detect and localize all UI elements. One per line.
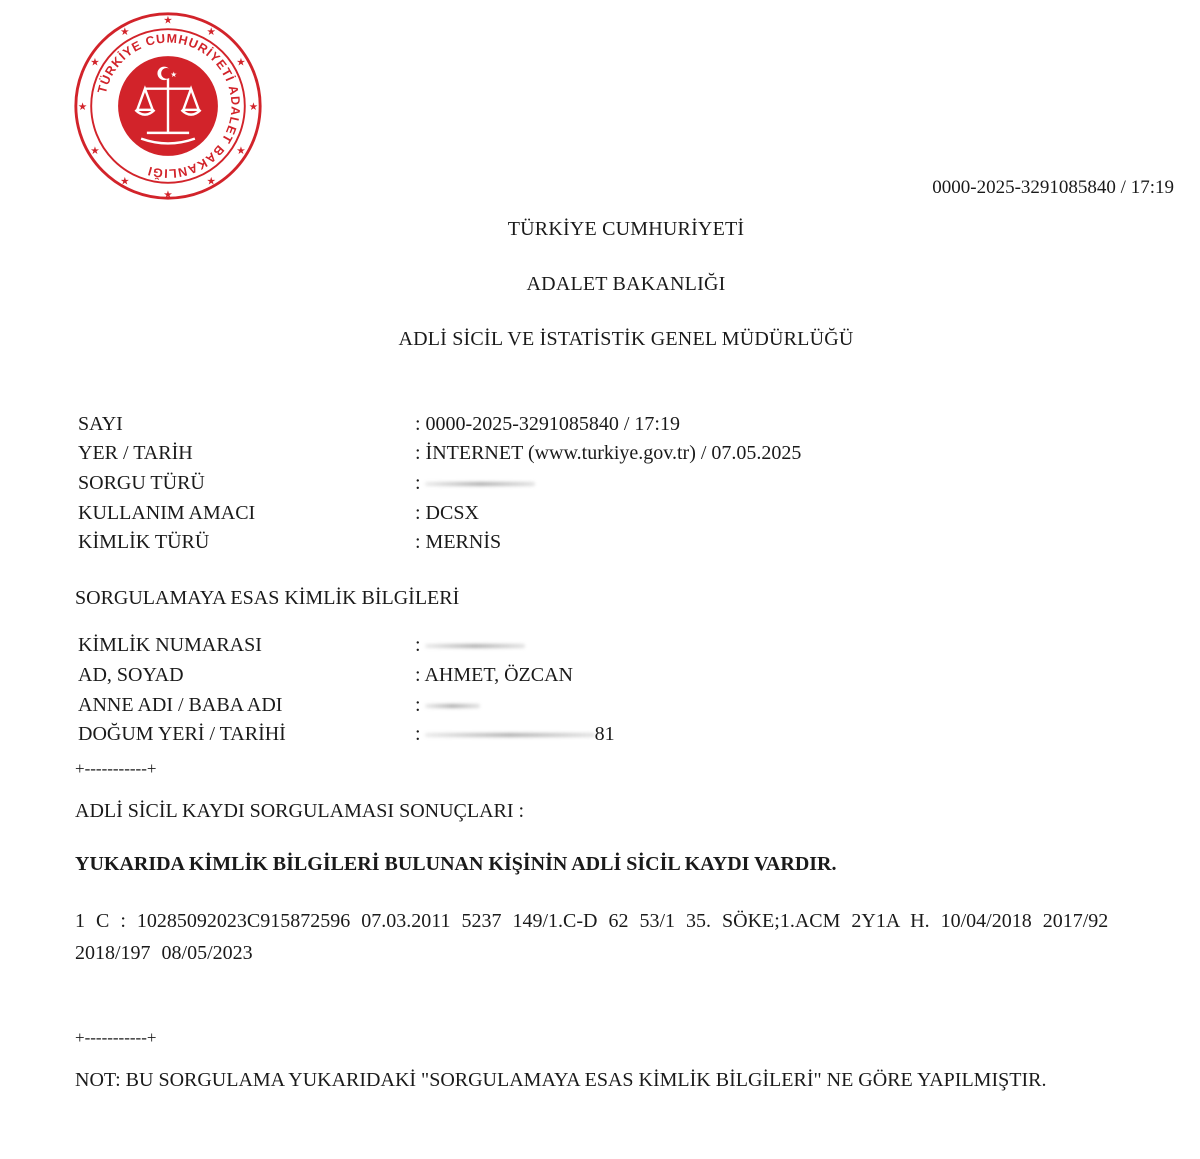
svg-text:★: ★ [248,101,259,113]
result-statement: YUKARIDA KİMLİK BİLGİLERİ BULUNAN KİŞİNİN ADLİ SİCİL KAYDI VARDIR. [75,853,837,875]
footer-note: NOT: BU SORGULAMA YUKARIDAKİ "SORGULAMAYA ESAS KİMLİK BİLGİLERİ" NE GÖRE YAPILMIŞTIR. [75,1069,1047,1091]
svg-text:★: ★ [120,176,130,188]
svg-text:★: ★ [206,176,216,188]
info-value-redacted: : 81 [415,723,615,745]
svg-text:★: ★ [236,57,246,69]
redaction-blur [425,704,480,708]
info-label: YER / TARİH [78,442,193,464]
redaction-blur [425,644,525,648]
info-label: ANNE ADI / BABA ADI [78,694,283,716]
svg-text:★: ★ [77,101,88,113]
info-label: KULLANIM AMACI [78,502,256,524]
info-value: : MERNİS [415,531,502,553]
criminal-record-entry: 1 C : 10285092023C915872596 07.03.2011 5237 149/1.C-D 62 53/1 35. SÖKE;1.ACM 2Y1A H. 10/04/2018 2017/92 2018/197 08/05/2023 [75,910,1109,964]
info-value-redacted: : [415,691,480,719]
separator-top: +-----------+ [75,759,157,778]
svg-text:★: ★ [163,190,173,202]
info-value: : DCSX [415,502,479,524]
redaction-blur [425,482,535,486]
svg-text:★: ★ [236,146,246,158]
header-republic: TÜRKİYE CUMHURİYETİ [507,218,745,240]
info-value: : 0000-2025-3291085840 / 17:19 [415,413,680,435]
results-title: ADLİ SİCİL KAYDI SORGULAMASI SONUÇLARI : [75,800,525,822]
info-label: KİMLİK NUMARASI [78,634,262,656]
header-directorate: ADLİ SİCİL VE İSTATİSTİK GENEL MÜDÜRLÜĞÜ [398,328,854,350]
info-label: AD, SOYAD [78,664,184,686]
separator-bottom: +-----------+ [75,1028,157,1047]
identity-section-title: SORGULAMAYA ESAS KİMLİK BİLGİLERİ [75,587,460,609]
info-value-redacted: : [415,469,535,497]
info-label: SAYI [78,413,123,435]
info-label: KİMLİK TÜRÜ [78,531,210,553]
info-value: : AHMET, ÖZCAN [415,664,573,686]
seal-ring-text: TÜRKİYE CUMHURİYETİ ADALET BAKANLIĞI [94,31,243,181]
svg-text:★: ★ [120,26,130,38]
info-label: SORGU TÜRÜ [78,472,205,494]
info-label: DOĞUM YERİ / TARİHİ [78,723,286,745]
svg-text:★: ★ [90,57,100,69]
ministry-seal-logo [72,10,264,202]
info-value: : İNTERNET (www.turkiye.gov.tr) / 07.05.2025 [415,442,802,464]
svg-text:★: ★ [90,146,100,158]
svg-text:★: ★ [206,26,216,38]
header-ministry: ADALET BAKANLIĞI [526,273,726,295]
redaction-blur [425,733,595,737]
svg-text:★: ★ [170,70,178,80]
document-reference-number: 0000-2025-3291085840 / 17:19 [932,177,1174,198]
info-value-redacted: : [415,631,525,659]
svg-text:★: ★ [163,15,173,27]
birth-year-suffix: 81 [594,723,615,745]
